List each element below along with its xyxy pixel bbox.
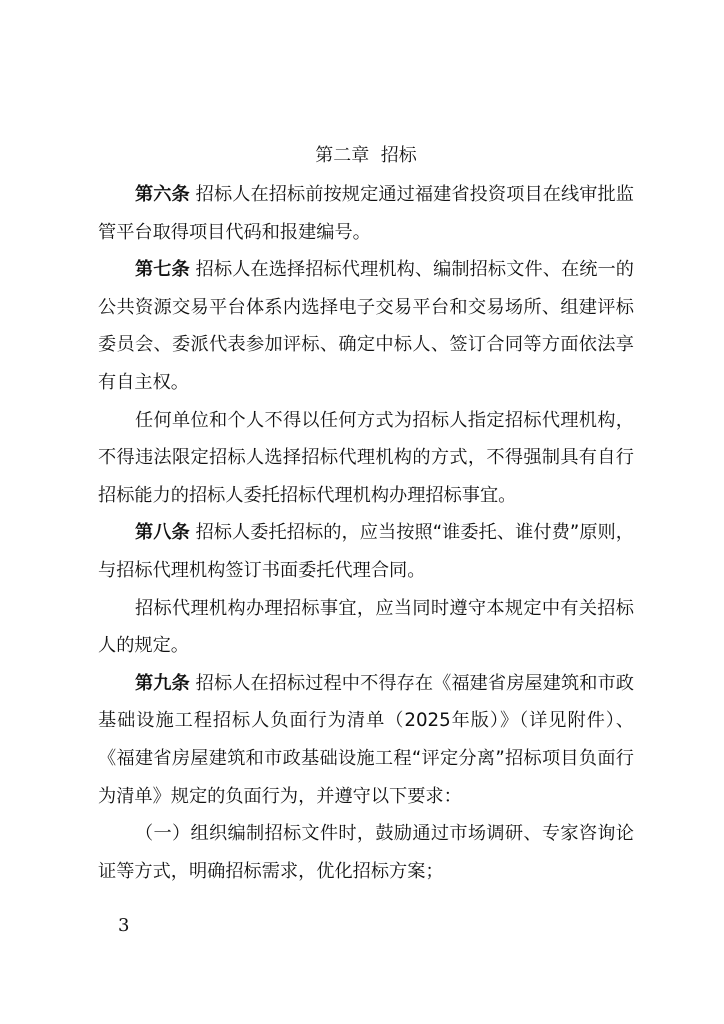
paragraph-text: 招标人在招标前按规定通过福建省投资项目在线审批监管平台取得项目代码和报建编号。	[98, 184, 634, 243]
paragraph	[98, 402, 634, 515]
paragraph-text: 招标人在选择招标代理机构、编制招标文件、在统一的公共资源交易平台体系内选择电子交易平台和交易场所、组建评标委员会、委派代表参加评标、确定中标人、签订合同等方面依法享有自主权。	[98, 259, 634, 393]
article-number: 第九条	[135, 672, 190, 694]
paragraph	[98, 665, 634, 815]
paragraph	[98, 815, 634, 890]
paragraph-text: （一）组织编制招标文件时，鼓励通过市场调研、专家咨询论证等方式，明确招标需求，优化招标方案；	[98, 823, 634, 882]
article-number: 第七条	[135, 259, 190, 281]
paragraph	[98, 590, 634, 665]
article-number: 第八条	[135, 522, 190, 544]
article-number: 第六条	[135, 184, 190, 205]
paragraph-text: 招标人委托招标的，应当按照“谁委托、谁付费”原则，与招标代理机构签订书面委托代理合同。	[98, 522, 634, 581]
page-number: 3	[118, 915, 130, 936]
paragraph-text: 招标人在招标过程中不得存在《福建省房屋建筑和市政基础设施工程招标人负面行为清单（2025年版）》（详见附件）、《福建省房屋建筑和市政基础设施工程“评定分离”招标项目负面行为清单》规定的负面行为，并遵守以下要求：	[98, 672, 634, 807]
document-body	[98, 176, 634, 890]
paragraph	[98, 251, 634, 401]
paragraph-text: 任何单位和个人不得以任何方式为招标人指定招标代理机构，不得违法限定招标人选择招标代理机构的方式，不得强制具有自行招标能力的招标人委托招标代理机构办理招标事宜。	[98, 409, 634, 506]
paragraph-text: 招标代理机构办理招标事宜，应当同时遵守本规定中有关招标人的规定。	[98, 597, 634, 657]
chapter-title: 第二章 招标	[315, 145, 417, 166]
paragraph	[98, 514, 634, 589]
paragraph	[98, 176, 634, 251]
